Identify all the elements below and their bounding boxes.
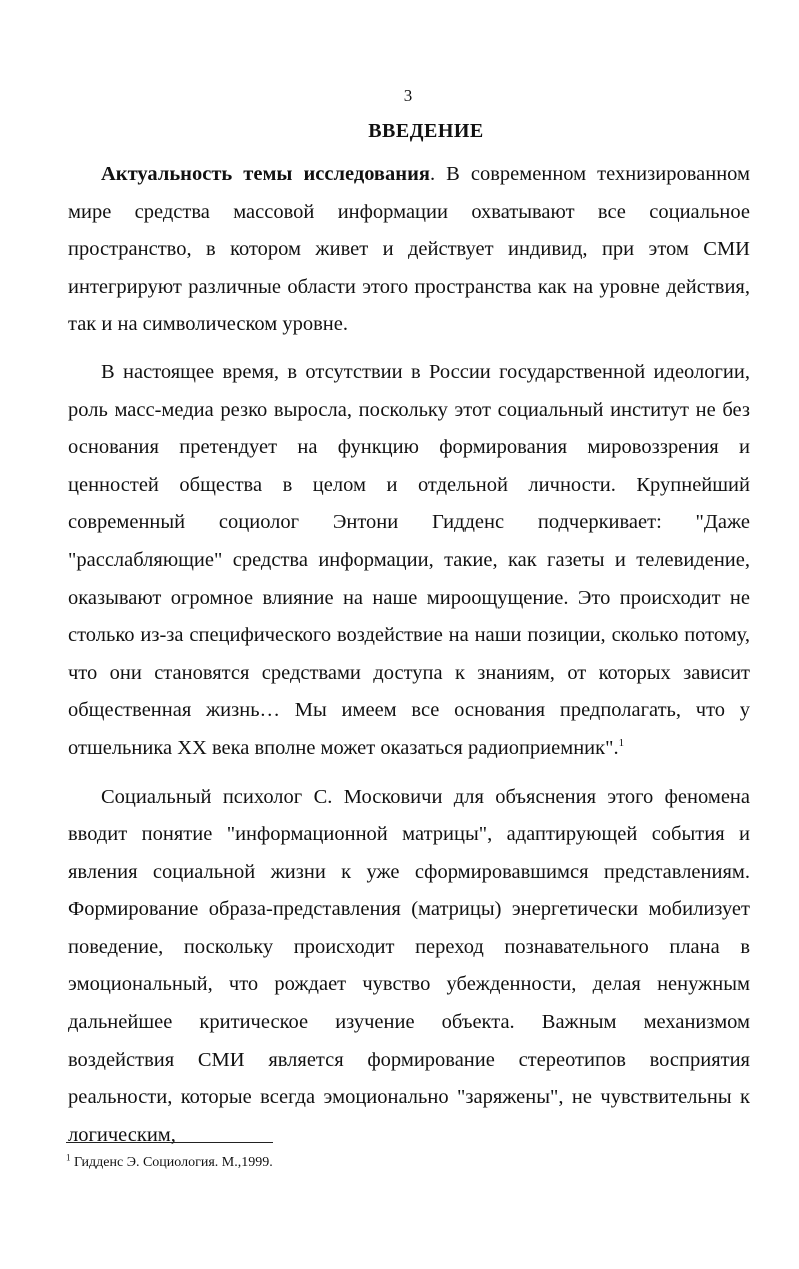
paragraph-lead: Актуальность темы исследования — [101, 163, 430, 185]
footnote-reference: 1 — [618, 737, 625, 750]
footnote-divider — [66, 1142, 273, 1143]
paragraph-text: В настоящее время, в отсутствии в России государственной идеологии, роль масс-медиа резко выросла, поскольку этот социальный институт не без основания претендует на функцию формирования мировоззрения и ценностей общества в целом и отдельной личности. Крупнейший современный социолог Энтони Гидденс подчеркивает: "Даже "расслабляющие" средства информации, такие, как газеты и телевидение, оказывают огромное влияние на наше мироощущение. Это происходит не столько из-за специфического воздействие на наши позиции, сколько потому, что они становятся средствами доступа к знаниям, от которых зависит общественная жизнь… Мы имеем все основания предполагать, что у отшельника ХХ века вполне может оказаться радиоприемник". — [68, 360, 750, 759]
paragraph-giddens — [68, 354, 750, 768]
paragraph-text: Социальный психолог С. Московичи для объяснения этого феномена вводит понятие "информационной матрицы", адаптирующей события и явления социальной жизни к уже сформировавшимся представлениям. Формирование образа-представления (матрицы) энергетически мобилизует поведение, поскольку происходит переход познавательного плана в эмоциональный, что рождает чувство убежденности, делая ненужным дальнейшее критическое изучение объекта. Важным механизмом воздействия СМИ является формирование стереотипов восприятия реальности, которые всегда эмоционально "заряжены", не чувствительны к логическим, — [68, 785, 750, 1146]
paragraph-text: . В современном технизированном мире средства массовой информации охватывают все социальное пространство, в котором живет и действует индивид, при этом СМИ интегрируют различные области этого пространства как на уровне действия, так и на символическом уровне. — [68, 163, 751, 336]
page-number: 3 — [403, 86, 413, 105]
paragraph-moscovici — [68, 779, 750, 1155]
footnote-mark: 1 — [66, 1152, 71, 1163]
section-title: ВВЕДЕНИЕ — [368, 120, 484, 142]
paragraph-relevance — [68, 156, 750, 344]
body-text — [68, 156, 750, 1154]
footnote — [66, 1154, 273, 1172]
footnote-text: Гидденс Э. Социология. М.,1999. — [74, 1155, 273, 1170]
